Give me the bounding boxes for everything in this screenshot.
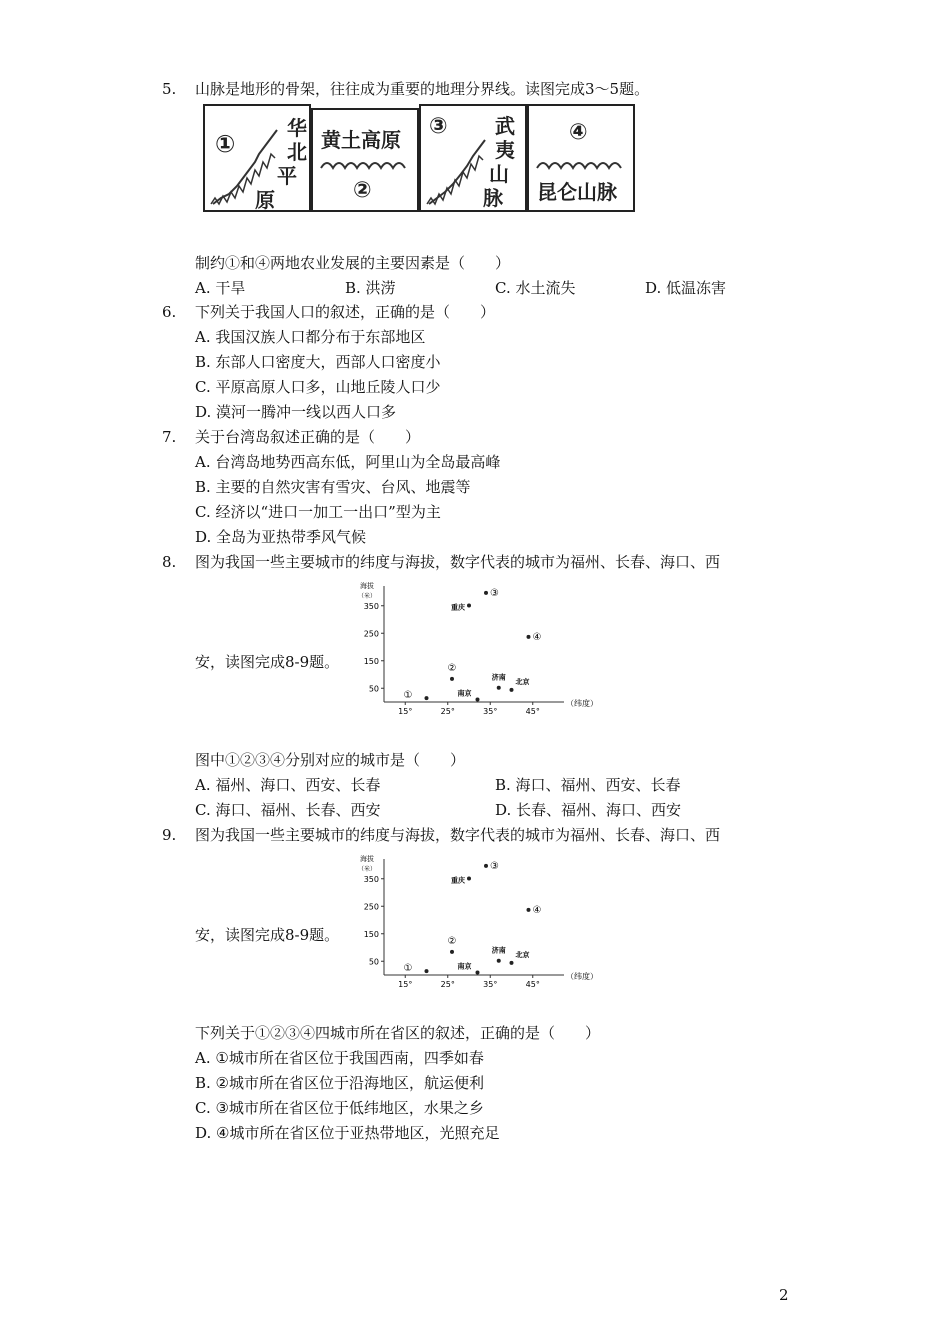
question-5-option-c: C. 水土流失 bbox=[495, 279, 576, 297]
data-point bbox=[510, 688, 514, 692]
data-point bbox=[467, 603, 471, 607]
figure-box-4 bbox=[527, 104, 635, 212]
data-point bbox=[497, 959, 501, 963]
figure-box-1-char-1: 华 bbox=[287, 116, 307, 140]
data-point bbox=[425, 696, 429, 700]
figure-box-2-title: 黄土高原 bbox=[321, 128, 401, 152]
y-tick-label: 150 bbox=[363, 929, 379, 939]
data-point bbox=[450, 950, 454, 954]
x-tick-label: 15° bbox=[398, 980, 413, 989]
data-label: ② bbox=[447, 662, 457, 674]
figure-box-3-char-3: 山 bbox=[489, 162, 509, 186]
data-point bbox=[484, 864, 488, 868]
question-8-stem-line-1: 图为我国一些主要城市的纬度与海拔，数字代表的城市为福州、长春、海口、西 bbox=[195, 553, 721, 571]
question-8-option-a: A. 福州、海口、西安、长春 bbox=[195, 776, 381, 794]
figure-box-2-mark: ② bbox=[353, 178, 372, 203]
x-axis-label: （纬度） bbox=[566, 699, 598, 708]
question-7-stem: 关于台湾岛叙述正确的是（ ） bbox=[195, 428, 421, 446]
question-9-option-a: A. ①城市所在省区位于我国西南，四季如春 bbox=[195, 1049, 484, 1067]
data-point bbox=[484, 591, 488, 595]
mountain-figure bbox=[203, 104, 635, 218]
question-9-option-d: D. ④城市所在省区位于亚热带地区，光照充足 bbox=[195, 1124, 500, 1142]
data-label: 南京 bbox=[457, 962, 472, 971]
figure-box-3-char-4: 脉 bbox=[483, 186, 503, 210]
y-tick-label: 50 bbox=[368, 957, 379, 967]
y-tick-label: 150 bbox=[363, 656, 379, 666]
data-point bbox=[450, 677, 454, 681]
question-8-option-c: C. 海口、福州、长春、西安 bbox=[195, 801, 381, 819]
data-point bbox=[476, 698, 480, 702]
question-6-option-c: C. 平原高原人口多，山地丘陵人口少 bbox=[195, 378, 441, 396]
y-axis-unit: （米） bbox=[358, 593, 377, 600]
question-5-option-a: A. 干旱 bbox=[195, 279, 246, 297]
question-6-option-b: B. 东部人口密度大，西部人口密度小 bbox=[195, 353, 441, 371]
data-label: ① bbox=[403, 690, 413, 702]
question-9-option-c: C. ③城市所在省区位于低纬地区，水果之乡 bbox=[195, 1099, 484, 1117]
data-point bbox=[425, 969, 429, 973]
figure-box-1 bbox=[203, 104, 311, 212]
data-point bbox=[527, 908, 531, 912]
question-5-option-d: D. 低温冻害 bbox=[645, 279, 727, 297]
data-label: 重庆 bbox=[451, 603, 465, 612]
data-label: 济南 bbox=[491, 673, 506, 682]
latitude-altitude-chart bbox=[350, 853, 598, 993]
question-5-sub: 制约①和④两地农业发展的主要因素是（ ） bbox=[195, 254, 511, 272]
y-tick-label: 50 bbox=[368, 684, 379, 694]
data-label: ④ bbox=[532, 631, 542, 643]
x-tick-label: 35° bbox=[483, 707, 498, 716]
x-tick-label: 45° bbox=[525, 980, 540, 989]
data-label: ① bbox=[403, 963, 413, 975]
data-point bbox=[527, 635, 531, 639]
y-axis-label: 海拔 bbox=[360, 582, 374, 590]
x-tick-label: 25° bbox=[440, 707, 455, 716]
data-label: ③ bbox=[490, 860, 499, 872]
data-label: 重庆 bbox=[451, 876, 465, 885]
question-8-stem-line-2: 安，读图完成8-9题。 bbox=[195, 653, 340, 671]
question-7-option-c: C. 经济以“进口一加工一出口”型为主 bbox=[195, 503, 441, 521]
question-5-stem: 山脉是地形的骨架，往往成为重要的地理分界线。读图完成3～5题。 bbox=[195, 80, 650, 98]
data-point bbox=[510, 961, 514, 965]
x-tick-label: 25° bbox=[440, 980, 455, 989]
data-point bbox=[476, 971, 480, 975]
page-number: 2 bbox=[779, 1286, 789, 1304]
question-5-option-b: B. 洪涝 bbox=[345, 279, 396, 297]
y-tick-label: 350 bbox=[363, 601, 379, 611]
question-9-stem-line-1: 图为我国一些主要城市的纬度与海拔，数字代表的城市为福州、长春、海口、西 bbox=[195, 826, 721, 844]
question-9-stem-line-2: 安，读图完成8-9题。 bbox=[195, 926, 340, 944]
y-tick-label: 350 bbox=[363, 874, 379, 884]
x-tick-label: 35° bbox=[483, 980, 498, 989]
question-9-sub: 下列关于①②③④四城市所在省区的叙述，正确的是（ ） bbox=[195, 1024, 601, 1042]
question-9-number: 9. bbox=[162, 826, 177, 844]
y-tick-label: 250 bbox=[363, 629, 379, 639]
question-6-option-a: A. 我国汉族人口都分布于东部地区 bbox=[195, 328, 426, 346]
figure-box-3 bbox=[419, 104, 527, 212]
question-6-number: 6. bbox=[162, 303, 177, 321]
question-8-option-b: B. 海口、福州、西安、长春 bbox=[495, 776, 681, 794]
question-7-option-b: B. 主要的自然灾害有雪灾、台风、地震等 bbox=[195, 478, 471, 496]
data-label: ③ bbox=[490, 587, 499, 599]
x-tick-label: 15° bbox=[398, 707, 413, 716]
question-8-sub: 图中①②③④分别对应的城市是（ ） bbox=[195, 751, 466, 769]
question-7-option-a: A. 台湾岛地势西高东低，阿里山为全岛最高峰 bbox=[195, 453, 501, 471]
question-7-number: 7. bbox=[162, 428, 177, 446]
figure-box-4-mark: ④ bbox=[569, 120, 588, 145]
data-label: ② bbox=[447, 935, 457, 947]
figure-box-3-char-2: 夷 bbox=[495, 138, 515, 162]
plateau-wave-icon bbox=[319, 156, 411, 170]
figure-box-1-char-4: 原 bbox=[255, 188, 275, 212]
data-point bbox=[497, 686, 501, 690]
figure-box-2 bbox=[311, 108, 419, 212]
latitude-altitude-chart bbox=[350, 580, 598, 720]
question-9-option-b: B. ②城市所在省区位于沿海地区，航运便利 bbox=[195, 1074, 485, 1092]
question-5-number: 5. bbox=[162, 80, 177, 98]
mountain-wave-icon bbox=[535, 156, 627, 170]
question-8-option-d: D. 长春、福州、海口、西安 bbox=[495, 801, 682, 819]
x-tick-label: 45° bbox=[525, 707, 540, 716]
data-label: 南京 bbox=[457, 689, 472, 698]
figure-box-3-char-1: 武 bbox=[495, 114, 515, 138]
data-label: 北京 bbox=[515, 950, 530, 959]
y-axis-label: 海拔 bbox=[360, 855, 374, 863]
y-tick-label: 250 bbox=[363, 902, 379, 912]
question-6-option-d: D. 漠河一腾冲一线以西人口多 bbox=[195, 403, 397, 421]
data-label: 济南 bbox=[491, 946, 506, 955]
figure-box-1-mark: ① bbox=[215, 130, 236, 158]
figure-box-1-char-3: 平 bbox=[277, 164, 297, 188]
question-6-stem: 下列关于我国人口的叙述，正确的是（ ） bbox=[195, 303, 496, 321]
question-7-option-d: D. 全岛为亚热带季风气候 bbox=[195, 528, 367, 546]
figure-box-4-title: 昆仑山脉 bbox=[537, 180, 617, 204]
y-axis-unit: （米） bbox=[358, 866, 377, 873]
question-8-number: 8. bbox=[162, 553, 177, 571]
figure-box-3-mark: ③ bbox=[429, 114, 448, 139]
data-label: 北京 bbox=[515, 677, 530, 686]
data-point bbox=[467, 876, 471, 880]
data-label: ④ bbox=[532, 904, 542, 916]
figure-box-1-char-2: 北 bbox=[287, 140, 307, 164]
x-axis-label: （纬度） bbox=[566, 972, 598, 981]
